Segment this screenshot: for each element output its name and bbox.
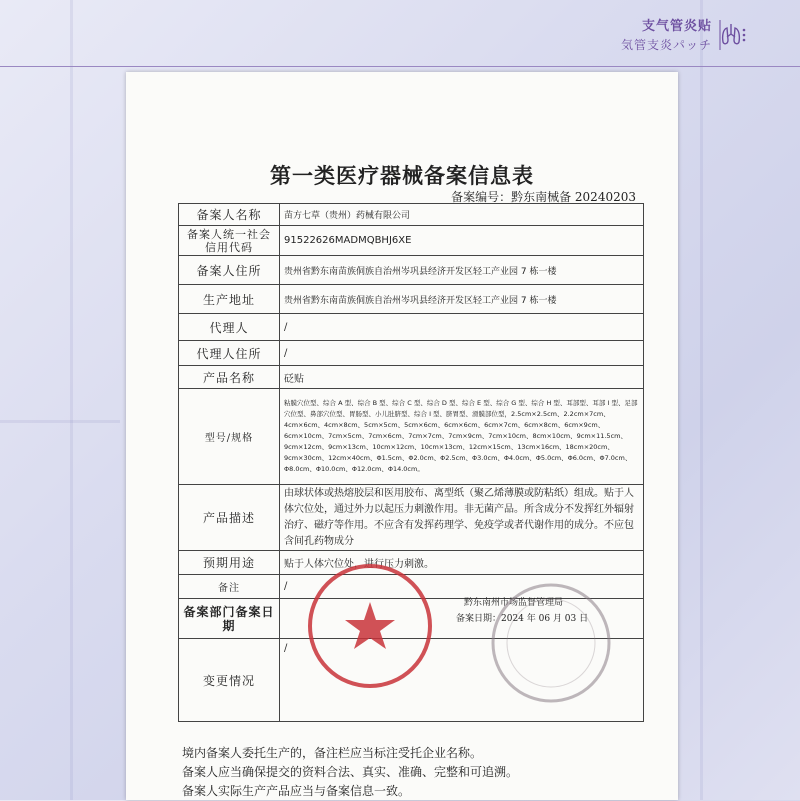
row-label: 生产地址	[179, 285, 280, 314]
table-row	[179, 256, 644, 285]
record-number: 备案编号：黔东南械备 20240203	[451, 190, 636, 204]
table-row	[179, 226, 644, 256]
row-value: 贵州省黔东南苗族侗族自治州岑巩县经济开发区轻工产业园 7 栋一楼	[280, 256, 644, 285]
row-label: 产品名称	[179, 366, 280, 389]
background-line	[700, 0, 703, 800]
table-row	[179, 366, 644, 389]
row-label: 变更情况	[179, 639, 280, 722]
note-line: 备案人应当确保提交的资料合法、真实、准确、完整和可追溯。	[182, 765, 519, 779]
row-value: /	[280, 575, 644, 599]
note-line: 备案人实际生产产品应当与备案信息一致。	[182, 784, 411, 798]
row-label: 备案人名称	[179, 204, 280, 226]
authority-name: 黔东南州市场监督管理局	[464, 598, 564, 608]
table-row	[179, 389, 644, 485]
row-value: 91522626MADMQBHJ6XE	[280, 226, 644, 256]
row-label: 备案人住所	[179, 256, 280, 285]
brand-header	[621, 18, 712, 54]
table-row	[179, 285, 644, 314]
row-label: 代理人	[179, 314, 280, 341]
table-row	[179, 341, 644, 366]
row-label: 备案部门备案日期	[179, 599, 280, 639]
row-value: 贴于人体穴位处，进行压力刺激。	[280, 551, 644, 575]
document-title: 第一类医疗器械备案信息表	[270, 163, 534, 188]
row-value: /	[280, 639, 644, 722]
row-label: 代理人住所	[179, 341, 280, 366]
row-value: 粘膜穴位型、综合 A 型、综合 B 型、综合 C 型、综合 D 型、综合 E 型、综合 G 型、综合 H 型、耳部型、耳部 I 型、足部穴位型、鼻部穴位型、胃肠型、小儿肚脐型、综合 I 型、脐胃型、滑膜部位型，2.5cm×2.5cm、2.2cm×7cm、4cm×6cm、4cm×8cm、5cm×5cm、5cm×6cm、6cm×6cm、6cm×7cm、6cm×8cm、6cm×9cm、6cm×10cm、7cm×5cm、7cm×6cm、7cm×7cm、7cm×9cm、7cm×10cm、8cm×10cm、9cm×11.5cm、9cm×12cm、9cm×13cm、10cm×12cm、10cm×13cm、12cm×15cm、13cm×16cm、18cm×20cm、9cm×30cm、12cm×40cm、Φ1.5cm、Φ2.0cm、Φ2.5cm、Φ3.0cm、Φ4.0cm、Φ5.0cm、Φ6.0cm、Φ7.0cm、Φ8.0cm、Φ10.0cm、Φ12.0cm、Φ14.0cm。	[280, 389, 644, 485]
row-value: 砭贴	[280, 366, 644, 389]
row-label: 产品描述	[179, 485, 280, 551]
row-label: 预期用途	[179, 551, 280, 575]
row-value: /	[280, 314, 644, 341]
notes-block	[182, 744, 518, 801]
row-value: 贵州省黔东南苗族侗族自治州岑巩县经济开发区轻工产业园 7 栋一楼	[280, 285, 644, 314]
table-row	[179, 204, 644, 226]
table-row	[179, 485, 644, 551]
table-row	[179, 314, 644, 341]
row-value: 苗方七草（贵州）药械有限公司	[280, 204, 644, 226]
company-seal-stamp	[304, 560, 436, 692]
row-label: 型号/规格	[179, 389, 280, 485]
filing-document	[126, 72, 678, 800]
note-line: 境内备案人委托生产的，备注栏应当标注受托企业名称。	[182, 746, 483, 760]
background-line	[0, 420, 120, 423]
authority-seal-stamp	[486, 578, 616, 708]
background-line	[70, 0, 73, 800]
brand-name-zh: 支气管炎贴	[641, 19, 712, 34]
row-value: /	[280, 341, 644, 366]
row-label: 备案人统一社会信用代码	[179, 226, 280, 256]
row-label: 备注	[179, 575, 280, 599]
filing-date: 备案日期：2024 年 06 月 03 日	[456, 614, 589, 624]
brand-name-jp: 気管支炎パッチ	[620, 38, 712, 52]
lungs-icon	[714, 18, 748, 52]
row-value: 由球状体或热熔胶层和医用胶布、离型纸（聚乙烯薄膜或防粘纸）组成。贴于人体穴位处，通过外力以起压力刺激作用。非无菌产品。所含成分不发挥红外辐射治疗、磁疗等作用。不应含有发挥药理学、免疫学或者代谢作用的成分。不应包含间孔药物成分	[280, 485, 644, 551]
header-divider	[0, 66, 800, 67]
